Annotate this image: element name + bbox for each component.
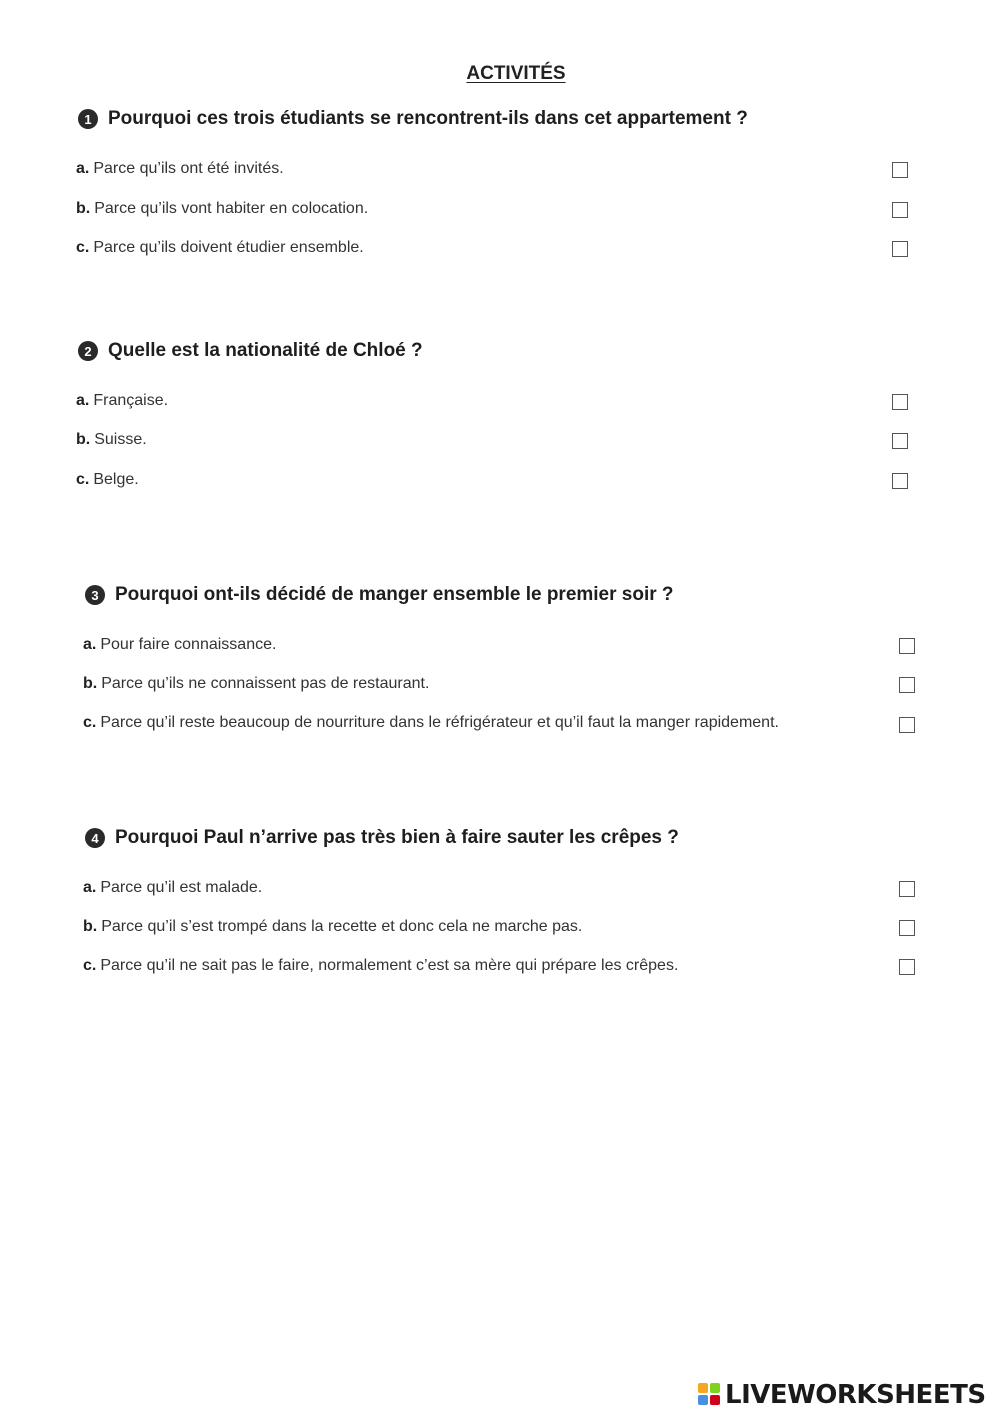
question-3 xyxy=(85,584,674,606)
checkbox-1c[interactable] xyxy=(892,241,908,257)
checkbox-3a[interactable] xyxy=(899,638,915,654)
option-2a: a. Française. xyxy=(76,392,169,409)
checkbox-2b[interactable] xyxy=(892,433,908,449)
option-1c: c. Parce qu’ils doivent étudier ensemble. xyxy=(76,239,364,256)
question-1-heading xyxy=(78,108,748,130)
checkbox-3c[interactable] xyxy=(899,717,915,733)
logo-grid-icon xyxy=(698,1383,722,1407)
logo-square xyxy=(698,1383,708,1393)
page-title: ACTIVITÉS xyxy=(466,63,566,84)
question-number-badge: 3 xyxy=(85,585,105,605)
checkbox-4c[interactable] xyxy=(899,959,915,975)
option-3a: a. Pour faire connaissance. xyxy=(83,636,277,653)
question-text: Pourquoi ces trois étudiants se rencontrent-ils dans cet appartement ? xyxy=(108,108,748,129)
question-1 xyxy=(78,108,748,130)
checkbox-2c[interactable] xyxy=(892,473,908,489)
question-4 xyxy=(85,827,679,849)
option-2b: b. Suisse. xyxy=(76,431,147,448)
logo-square xyxy=(710,1383,720,1393)
logo-text: LIVEWORKSHEETS xyxy=(725,1380,986,1410)
checkbox-1b[interactable] xyxy=(892,202,908,218)
question-2 xyxy=(78,340,423,362)
question-text: Quelle est la nationalité de Chloé ? xyxy=(108,340,423,361)
logo-square xyxy=(710,1395,720,1405)
question-4-heading xyxy=(85,827,679,849)
question-text: Pourquoi Paul n’arrive pas très bien à faire sauter les crêpes ? xyxy=(115,827,679,848)
question-number-badge: 2 xyxy=(78,341,98,361)
checkbox-4b[interactable] xyxy=(899,920,915,936)
question-number-badge: 1 xyxy=(78,109,98,129)
checkbox-1a[interactable] xyxy=(892,162,908,178)
question-number-badge: 4 xyxy=(85,828,105,848)
option-1a: a. Parce qu’ils ont été invités. xyxy=(76,160,284,177)
checkbox-4a[interactable] xyxy=(899,881,915,897)
option-4b: b. Parce qu’il s’est trompé dans la recette et donc cela ne marche pas. xyxy=(83,918,583,935)
logo-square xyxy=(698,1395,708,1405)
question-3-heading xyxy=(85,584,674,606)
option-2c: c. Belge. xyxy=(76,471,139,488)
question-text: Pourquoi ont-ils décidé de manger ensemble le premier soir ? xyxy=(115,584,674,605)
option-1b: b. Parce qu’ils vont habiter en colocation. xyxy=(76,200,369,217)
question-2-heading xyxy=(78,340,423,362)
checkbox-2a[interactable] xyxy=(892,394,908,410)
option-3c: c. Parce qu’il reste beaucoup de nourriture dans le réfrigérateur et qu’il faut la manger rapidement. xyxy=(83,714,779,731)
checkbox-3b[interactable] xyxy=(899,677,915,693)
option-4c: c. Parce qu’il ne sait pas le faire, normalement c’est sa mère qui prépare les crêpes. xyxy=(83,957,679,974)
option-3b: b. Parce qu’ils ne connaissent pas de restaurant. xyxy=(83,675,430,692)
option-4a: a. Parce qu’il est malade. xyxy=(83,879,263,896)
liveworksheets-logo xyxy=(698,1378,986,1412)
